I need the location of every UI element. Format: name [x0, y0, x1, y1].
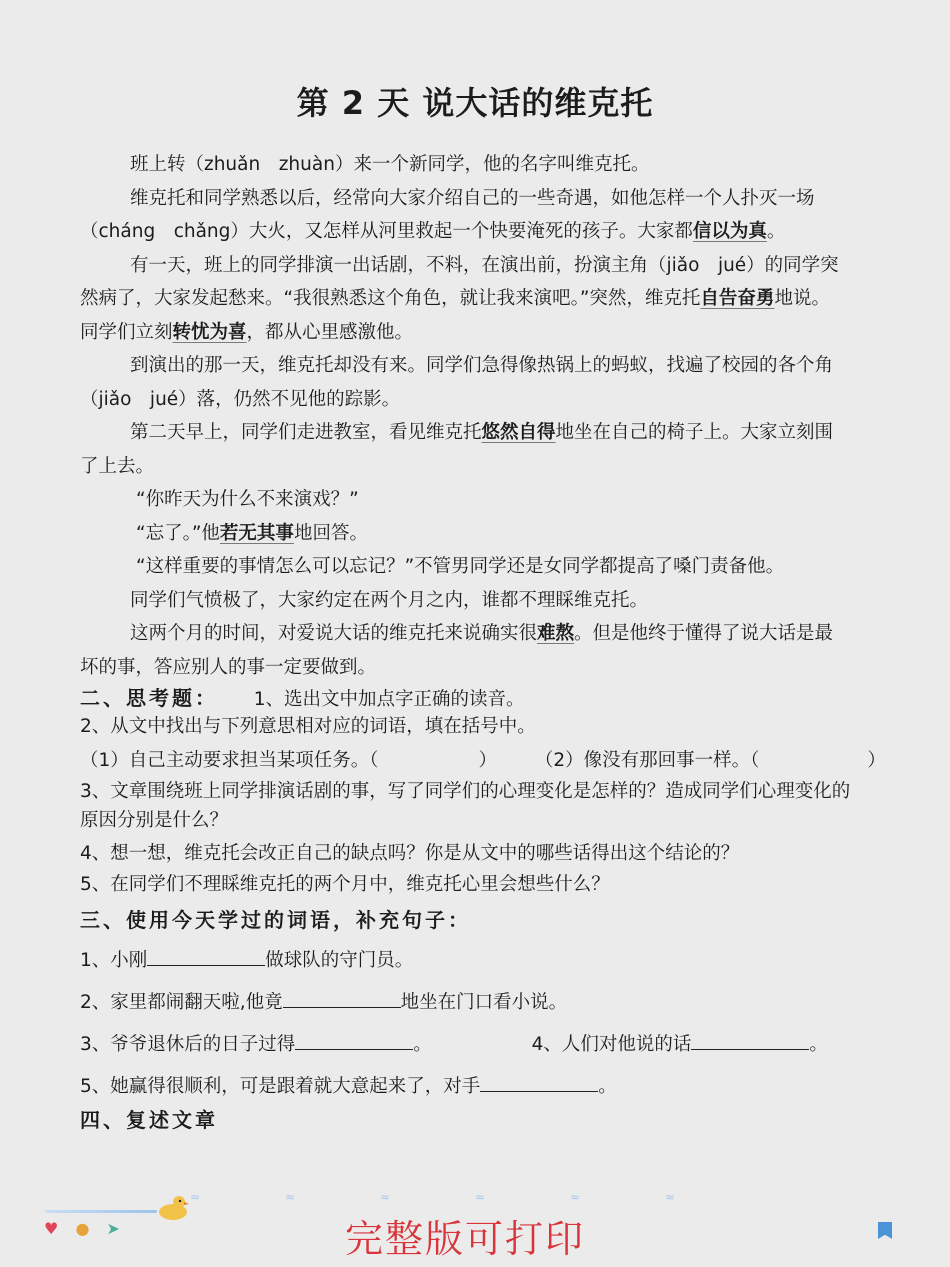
passage-text: “你昨天为什么不来演戏？” [136, 489, 359, 510]
progress-line [45, 1210, 157, 1213]
blank [147, 947, 265, 966]
passage-text: 同学们立刻 [80, 321, 173, 343]
passage-line [80, 617, 880, 651]
sentence-3-start: 3、爷爷退休后的日子过得 [80, 1034, 296, 1055]
wave-icon: ≈ [665, 1190, 676, 1204]
passage-line [80, 182, 880, 216]
question-4: 4、想一想，维克托会改正自己的缺点吗？你是从文中的哪些话得出这个结论的？ [80, 843, 740, 864]
sentence-5-start: 5、她赢得很顺利，可是跟着就大意起来了，对手 [80, 1076, 481, 1097]
passage-line [80, 249, 880, 283]
question-3b: 原因分别是什么？ [80, 810, 229, 831]
highlighted-word: 若无其事 [219, 522, 294, 544]
passage-line [80, 215, 880, 249]
passage-text: 第二天早上，同学们走进教室，看见维克托 [130, 422, 482, 443]
passage-text: 然病了，大家发起愁来。“我很熟悉这个角色，就让我来演吧。”突然，维克托 [80, 288, 701, 309]
highlighted-word: 信以为真 [692, 221, 767, 242]
sentence-2-start: 2、家里都闹翻天啦,他竟 [80, 992, 283, 1013]
passage-text: “这样重要的事情怎么可以忘记？”不管男同学还是女同学都提高了嗓门责备他。 [136, 556, 785, 577]
bookmark-icon[interactable] [878, 1222, 892, 1239]
page-title: 第 2 天 说大话的维克托 [296, 84, 654, 122]
passage-text: 地说。 [774, 288, 830, 309]
question-1: 1、选出文中加点字正确的读音。 [253, 689, 525, 710]
wave-icon: ≈ [570, 1190, 581, 1204]
sentence-2 [80, 988, 880, 1014]
heart-icon[interactable]: ♥ [44, 1219, 59, 1238]
section-3-heading: 三、使用今天学过的词语，补充句子： [80, 908, 471, 932]
sentence-5-end: 。 [598, 1076, 617, 1097]
passage-text: 班上转（zhuǎn zhuàn）来一个新同学，他的名字叫维克托。 [130, 154, 650, 175]
highlighted-word: 悠然自得 [481, 422, 556, 443]
passage-text: 。 [766, 221, 786, 242]
send-icon[interactable]: ➤ [106, 1219, 120, 1238]
passage-line [80, 483, 880, 517]
question-2-items [80, 746, 886, 772]
highlighted-word: 难熬 [537, 623, 575, 644]
sentence-1-end: 做球队的守门员。 [265, 950, 414, 971]
question-3a: 3、文章围绕班上同学排演话剧的事，写了同学们的心理变化是怎样的？造成同学们心理变化的 [80, 781, 851, 802]
question-2a: （1）自己主动要求担当某项任务。（ [80, 750, 379, 771]
wave-icon: ≈ [380, 1190, 391, 1204]
highlighted-word: 转忧为喜 [172, 321, 247, 343]
wave-icon: ≈ [285, 1190, 296, 1204]
section-2-heading-row [80, 682, 880, 711]
passage-line [80, 517, 880, 551]
section-2-heading: 二、思考题： [80, 686, 218, 710]
section-4-heading: 四、复述文章 [80, 1108, 218, 1132]
passage-text: ，都从心里感激他。 [246, 321, 414, 343]
passage-line [80, 349, 880, 383]
duck-icon [156, 1193, 190, 1225]
passage-text: 地回答。 [293, 522, 368, 544]
action-icons [44, 1219, 132, 1238]
passage-text: “忘了。”他 [136, 522, 220, 544]
blank [283, 989, 401, 1008]
sentence-3-end: 。 [413, 1034, 432, 1055]
wave-icon: ≈ [475, 1190, 486, 1204]
blank [295, 1031, 413, 1050]
passage-line [80, 282, 880, 316]
passage-line [80, 148, 880, 182]
question-2b-close: ） [867, 750, 886, 771]
sentence-1 [80, 946, 880, 972]
sentence-2-end: 地坐在门口看小说。 [400, 992, 568, 1013]
passage-line [80, 316, 880, 350]
passage-line [80, 383, 880, 417]
sentence-5 [80, 1072, 880, 1098]
blank [691, 1031, 809, 1050]
wave-icon: ≈ [190, 1190, 201, 1204]
highlighted-word: 自告奋勇 [700, 288, 775, 309]
passage-text: 维克托和同学熟悉以后，经常向大家介绍自己的一些奇遇，如他怎样一个人扑灭一场 [130, 187, 815, 209]
passage-line [80, 550, 880, 584]
passage-text: 同学们气愤极了，大家约定在两个月之内，谁都不理睬维克托。 [130, 589, 649, 611]
passage-line [80, 584, 880, 618]
question-5: 5、在同学们不理睬维克托的两个月中，维克托心里会想些什么？ [80, 874, 610, 895]
passage [80, 148, 880, 684]
passage-line [80, 651, 880, 685]
passage-text: 地坐在自己的椅子上。大家立刻围 [555, 422, 834, 443]
passage-text: 坏的事，答应别人的事一定要做到。 [80, 656, 377, 678]
passage-line [80, 450, 880, 484]
sentence-3-4 [80, 1030, 880, 1056]
passage-text: 了上去。 [80, 455, 155, 477]
passage-text: 有一天，班上的同学排演一出话剧，不料，在演出前，扮演主角（jiǎo jué）的同学突 [130, 254, 839, 276]
print-label: 完整版可打印 [345, 1217, 586, 1261]
passage-line [80, 416, 880, 450]
question-2b: （2）像没有那回事一样。（ [534, 750, 760, 771]
passage-text: 到演出的那一天，维克托却没有来。同学们急得像热锅上的蚂蚁，找遍了校园的各个角 [130, 355, 834, 376]
sentence-1-start: 1、小刚 [80, 950, 148, 971]
passage-text: （cháng chǎng）大火，又怎样从河里救起一个快要淹死的孩子。大家都 [80, 221, 693, 242]
passage-text: （jiǎo jué）落，仍然不见他的踪影。 [80, 388, 401, 410]
question-2a-close: ） [478, 750, 498, 771]
question-2: 2、从文中找出与下列意思相对应的词语，填在括号中。 [80, 716, 536, 737]
sentence-4-end: 。 [809, 1034, 828, 1055]
passage-text: 。但是他终于懂得了说大话是最 [574, 623, 834, 644]
passage-text: 这两个月的时间，对爱说大话的维克托来说确实很 [130, 623, 538, 644]
sentence-4-start: 4、人们对他说的话 [531, 1034, 692, 1055]
comment-icon[interactable]: ● [75, 1219, 90, 1238]
blank [480, 1073, 598, 1092]
